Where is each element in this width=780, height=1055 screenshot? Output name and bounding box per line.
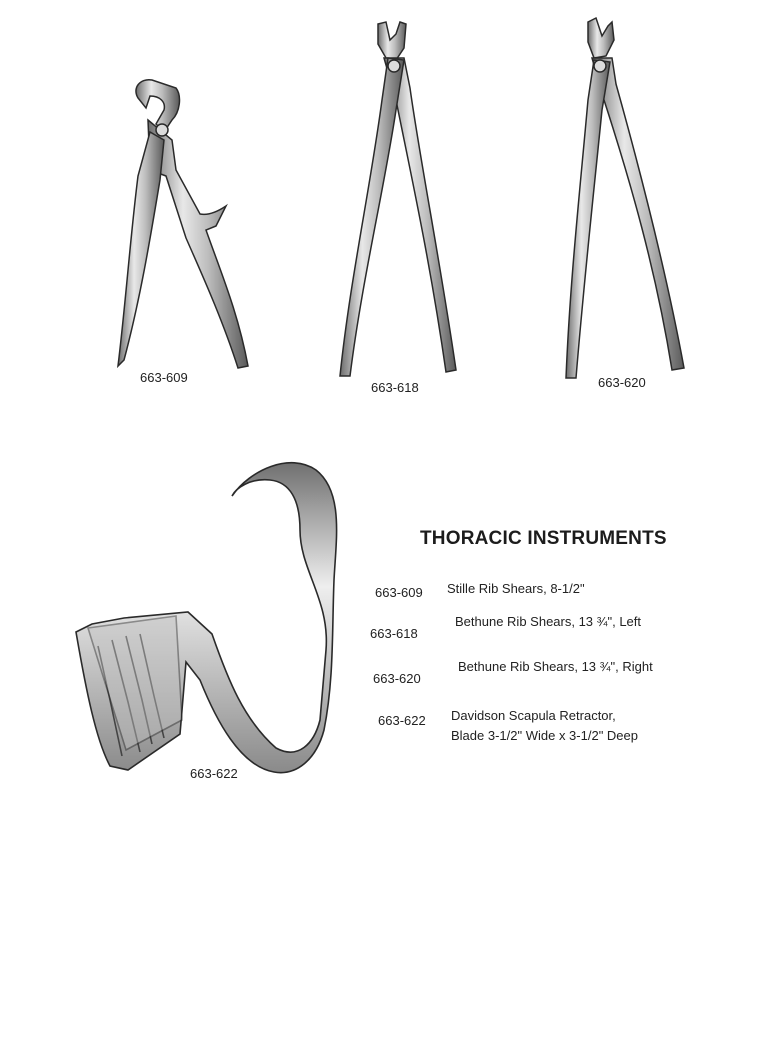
- catalog-item-description: Bethune Rib Shears, 13 ¾", Right: [458, 659, 653, 674]
- bethune-rib-shears-right-illustration: [566, 18, 684, 378]
- bethune-rib-shears-left-illustration: [340, 22, 456, 376]
- catalog-item-code: 663-618: [370, 626, 418, 641]
- catalog-item-description: Bethune Rib Shears, 13 ¾", Left: [455, 614, 642, 629]
- catalog-item-code: 663-620: [373, 671, 421, 686]
- catalog-item-description: Stille Rib Shears, 8-1/2": [447, 581, 585, 596]
- catalog-title: THORACIC INSTRUMENTS: [420, 528, 667, 549]
- figure-label-663-622: 663-622: [190, 766, 238, 781]
- catalog-item-code: 663-609: [375, 585, 423, 600]
- catalog-item-description-line2: Blade 3-1/2" Wide x 3-1/2" Deep: [451, 728, 638, 743]
- catalog-item-code: 663-622: [378, 713, 426, 728]
- davidson-scapula-retractor-illustration: [76, 463, 337, 773]
- figure-label-663-609: 663-609: [140, 370, 188, 385]
- figure-label-663-618: 663-618: [371, 380, 419, 395]
- stille-rib-shears-illustration: [118, 80, 248, 368]
- figure-label-663-620: 663-620: [598, 375, 646, 390]
- catalog-item-description: Davidson Scapula Retractor,: [451, 708, 616, 723]
